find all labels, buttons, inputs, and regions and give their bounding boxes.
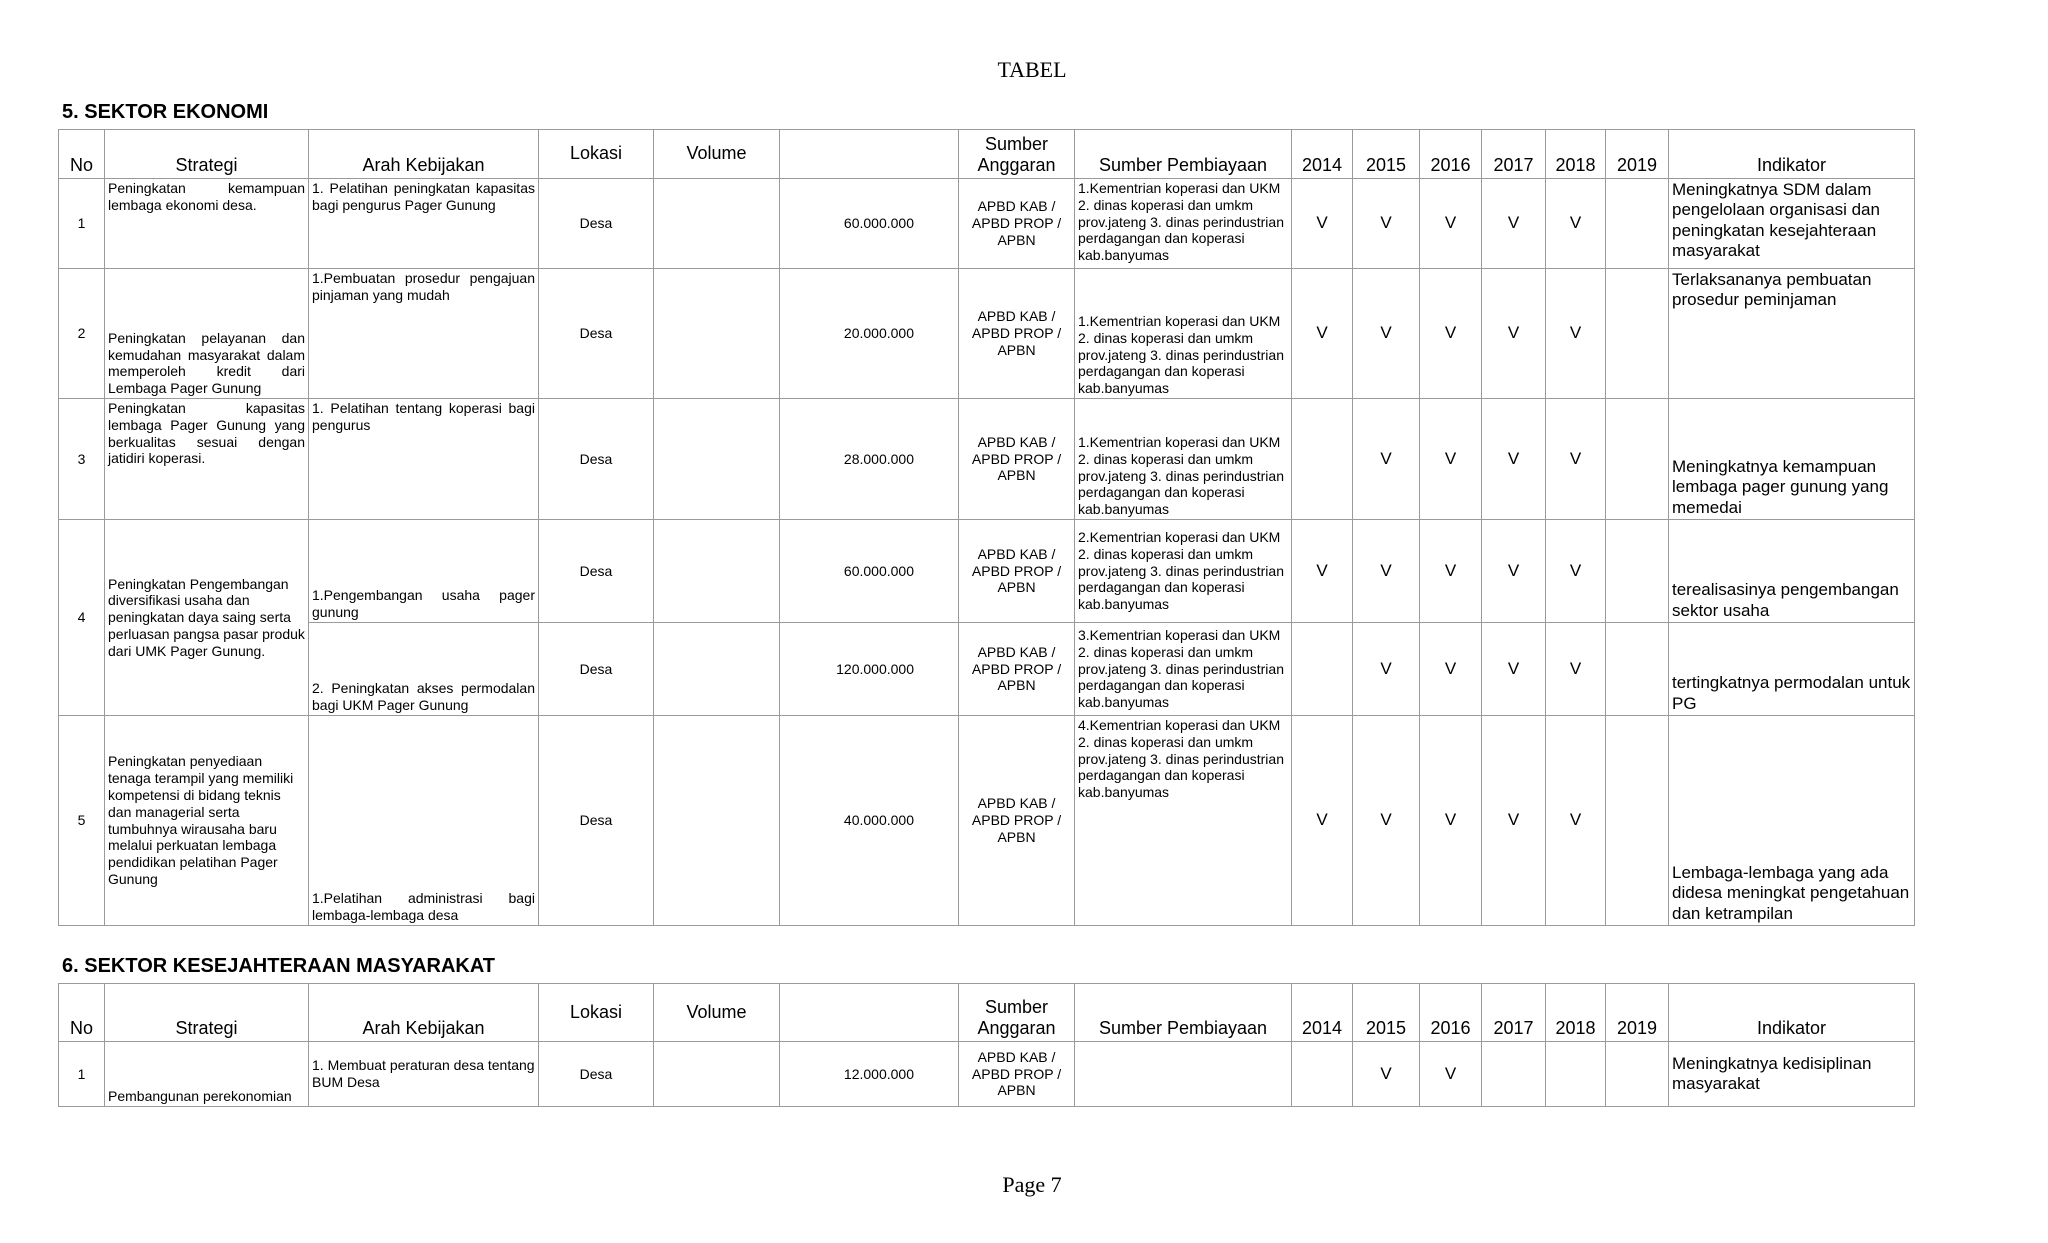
cell-year-check: V: [1420, 520, 1482, 623]
cell-sumber-pembiayaan: 1.Kementrian koperasi dan UKM 2. dinas koperasi dan umkm prov.jateng 3. dinas perindustrian perdagangan dan koperasi kab.banyumas: [1075, 179, 1292, 269]
page-footer: Page 7: [1002, 1172, 1062, 1197]
cell-year-check: V: [1292, 716, 1353, 926]
cell-sumber-anggaran: APBD KAB / APBD PROP / APBN: [959, 399, 1075, 520]
cell-year-check: V: [1420, 269, 1482, 399]
header-year: 2014: [1292, 130, 1353, 179]
cell-lokasi: Desa: [539, 1042, 654, 1107]
header-year: 2015: [1353, 130, 1420, 179]
header-strategi: Strategi: [105, 130, 309, 179]
header-strategi: Strategi: [105, 984, 309, 1042]
header-year: 2018: [1546, 984, 1606, 1042]
table-sektor-kesejahteraan: [58, 983, 1915, 1107]
cell-year-check: [1606, 269, 1669, 399]
cell-strategi: Peningkatan pelayanan dan kemudahan masyarakat dalam memperoleh kredit dari Lembaga Pager Gunung: [105, 269, 309, 399]
cell-year-check: V: [1292, 520, 1353, 623]
header-year: 2016: [1420, 984, 1482, 1042]
header-volume: Volume: [654, 984, 780, 1042]
header-sumber-anggaran: Sumber Anggaran: [959, 984, 1075, 1042]
header-year: 2019: [1606, 130, 1669, 179]
cell-year-check: V: [1420, 1042, 1482, 1107]
header-year: 2016: [1420, 130, 1482, 179]
header-no: No: [59, 984, 105, 1042]
cell-year-check: [1606, 520, 1669, 623]
cell-year-check: V: [1482, 520, 1546, 623]
header-nilai: [780, 984, 959, 1042]
cell-nilai: 120.000.000: [780, 623, 959, 716]
cell-volume: [654, 179, 780, 269]
header-sumber-pembiayaan: Sumber Pembiayaan: [1075, 984, 1292, 1042]
cell-volume: [654, 269, 780, 399]
header-arah-kebijakan: Arah Kebijakan: [309, 984, 539, 1042]
cell-year-check: [1606, 716, 1669, 926]
page-title: TABEL: [997, 57, 1067, 82]
cell-year-check: V: [1546, 623, 1606, 716]
header-year: 2018: [1546, 130, 1606, 179]
cell-arah-kebijakan: 1. Pelatihan tentang koperasi bagi pengurus: [309, 399, 539, 520]
cell-lokasi: Desa: [539, 520, 654, 623]
table-sektor-ekonomi: [58, 129, 1915, 926]
cell-no: 3: [59, 399, 105, 520]
cell-sumber-anggaran: APBD KAB / APBD PROP / APBN: [959, 179, 1075, 269]
cell-volume: [654, 520, 780, 623]
cell-sumber-anggaran: APBD KAB / APBD PROP / APBN: [959, 520, 1075, 623]
cell-year-check: V: [1353, 269, 1420, 399]
header-year: 2017: [1482, 984, 1546, 1042]
cell-year-check: V: [1353, 399, 1420, 520]
cell-strategi: Peningkatan kapasitas lembaga Pager Gunung yang berkualitas sesuai dengan jatidiri koperasi.: [105, 399, 309, 520]
table-row: [59, 399, 1915, 520]
cell-year-check: V: [1546, 716, 1606, 926]
cell-arah-kebijakan: 1.Pengembangan usaha pager gunung: [309, 520, 539, 623]
cell-year-check: V: [1420, 399, 1482, 520]
header-lokasi: Lokasi: [539, 984, 654, 1042]
cell-strategi: Peningkatan Pengembangan diversifikasi usaha dan peningkatan daya saing serta perluasan pangsa pasar produk dari UMK Pager Gunung.: [105, 520, 309, 716]
table-row: [59, 716, 1915, 926]
cell-sumber-pembiayaan: 1.Kementrian koperasi dan UKM 2. dinas koperasi dan umkm prov.jateng 3. dinas perindustrian perdagangan dan koperasi kab.banyumas: [1075, 269, 1292, 399]
cell-lokasi: Desa: [539, 623, 654, 716]
cell-no: 4: [59, 520, 105, 716]
cell-year-check: V: [1353, 179, 1420, 269]
cell-year-check: V: [1292, 269, 1353, 399]
cell-year-check: V: [1482, 179, 1546, 269]
cell-lokasi: Desa: [539, 399, 654, 520]
header-year: 2019: [1606, 984, 1669, 1042]
cell-year-check: [1292, 399, 1353, 520]
cell-indikator: Meningkatnya kedisiplinan masyarakat: [1669, 1042, 1915, 1107]
cell-nilai: 60.000.000: [780, 520, 959, 623]
section-title-ekonomi: 5. SEKTOR EKONOMI: [62, 101, 269, 123]
cell-sumber-pembiayaan: 3.Kementrian koperasi dan UKM 2. dinas koperasi dan umkm prov.jateng 3. dinas perindustrian perdagangan dan koperasi kab.banyumas: [1075, 623, 1292, 716]
header-sumber-pembiayaan: Sumber Pembiayaan: [1075, 130, 1292, 179]
cell-arah-kebijakan: 1. Membuat peraturan desa tentang BUM Desa: [309, 1042, 539, 1107]
cell-year-check: V: [1546, 269, 1606, 399]
cell-year-check: V: [1420, 716, 1482, 926]
table-row: [59, 520, 1915, 623]
section-title-kesejahteraan: 6. SEKTOR KESEJAHTERAAN MASYARAKAT: [62, 955, 496, 977]
cell-sumber-anggaran: APBD KAB / APBD PROP / APBN: [959, 623, 1075, 716]
header-no: No: [59, 130, 105, 179]
table-row: [59, 1042, 1915, 1107]
cell-year-check: V: [1353, 1042, 1420, 1107]
cell-lokasi: Desa: [539, 269, 654, 399]
cell-year-check: V: [1546, 520, 1606, 623]
cell-no: 1: [59, 179, 105, 269]
cell-indikator: terealisasinya pengembangan sektor usaha: [1669, 520, 1915, 623]
table-row: [59, 269, 1915, 399]
cell-sumber-anggaran: APBD KAB / APBD PROP / APBN: [959, 269, 1075, 399]
cell-year-check: [1546, 1042, 1606, 1107]
cell-sumber-anggaran: APBD KAB / APBD PROP / APBN: [959, 1042, 1075, 1107]
header-year: 2015: [1353, 984, 1420, 1042]
cell-year-check: [1606, 1042, 1669, 1107]
cell-sumber-pembiayaan: 4.Kementrian koperasi dan UKM 2. dinas koperasi dan umkm prov.jateng 3. dinas perindustrian perdagangan dan koperasi kab.banyumas: [1075, 716, 1292, 926]
cell-year-check: [1292, 623, 1353, 716]
cell-year-check: V: [1482, 716, 1546, 926]
cell-nilai: 28.000.000: [780, 399, 959, 520]
cell-year-check: V: [1482, 623, 1546, 716]
table-header-row: [59, 130, 1915, 179]
cell-no: 5: [59, 716, 105, 926]
cell-volume: [654, 623, 780, 716]
cell-year-check: [1606, 179, 1669, 269]
cell-sumber-pembiayaan: 1.Kementrian koperasi dan UKM 2. dinas koperasi dan umkm prov.jateng 3. dinas perindustrian perdagangan dan koperasi kab.banyumas: [1075, 399, 1292, 520]
cell-nilai: 40.000.000: [780, 716, 959, 926]
cell-indikator: tertingkatnya permodalan untuk PG: [1669, 623, 1915, 716]
cell-indikator: Meningkatnya SDM dalam pengelolaan organisasi dan peningkatan kesejahteraan masyarakat: [1669, 179, 1915, 269]
cell-sumber-pembiayaan: [1075, 1042, 1292, 1107]
cell-strategi: Pembangunan perekonomian: [105, 1042, 309, 1107]
header-sumber-anggaran: Sumber Anggaran: [959, 130, 1075, 179]
cell-nilai: 20.000.000: [780, 269, 959, 399]
cell-year-check: V: [1420, 179, 1482, 269]
cell-year-check: V: [1353, 623, 1420, 716]
cell-year-check: [1606, 399, 1669, 520]
cell-arah-kebijakan: 2. Peningkatan akses permodalan bagi UKM Pager Gunung: [309, 623, 539, 716]
cell-year-check: V: [1353, 520, 1420, 623]
cell-strategi: Peningkatan kemampuan lembaga ekonomi desa.: [105, 179, 309, 269]
header-nilai: [780, 130, 959, 179]
cell-indikator: Terlaksananya pembuatan prosedur peminjaman: [1669, 269, 1915, 399]
cell-sumber-pembiayaan: 2.Kementrian koperasi dan UKM 2. dinas koperasi dan umkm prov.jateng 3. dinas perindustrian perdagangan dan koperasi kab.banyumas: [1075, 520, 1292, 623]
cell-arah-kebijakan: 1.Pembuatan prosedur pengajuan pinjaman yang mudah: [309, 269, 539, 399]
cell-volume: [654, 716, 780, 926]
cell-year-check: V: [1420, 623, 1482, 716]
cell-year-check: V: [1292, 179, 1353, 269]
header-year: 2017: [1482, 130, 1546, 179]
cell-year-check: [1292, 1042, 1353, 1107]
cell-indikator: Meningkatnya kemampuan lembaga pager gunung yang memedai: [1669, 399, 1915, 520]
cell-no: 1: [59, 1042, 105, 1107]
cell-nilai: 60.000.000: [780, 179, 959, 269]
cell-arah-kebijakan: 1. Pelatihan peningkatan kapasitas bagi pengurus Pager Gunung: [309, 179, 539, 269]
table-row: [59, 623, 1915, 716]
header-arah-kebijakan: Arah Kebijakan: [309, 130, 539, 179]
cell-nilai: 12.000.000: [780, 1042, 959, 1107]
cell-year-check: V: [1353, 716, 1420, 926]
cell-year-check: [1482, 1042, 1546, 1107]
header-volume: Volume: [654, 130, 780, 179]
cell-year-check: [1606, 623, 1669, 716]
cell-indikator: Lembaga-lembaga yang ada didesa meningkat pengetahuan dan ketrampilan: [1669, 716, 1915, 926]
header-year: 2014: [1292, 984, 1353, 1042]
cell-year-check: V: [1546, 179, 1606, 269]
cell-lokasi: Desa: [539, 716, 654, 926]
cell-strategi: Peningkatan penyediaan tenaga terampil yang memiliki kompetensi di bidang teknis dan managerial serta tumbuhnya wirausaha baru melalui perkuatan lembaga pendidikan pelatihan Pager Gunung: [105, 716, 309, 926]
cell-year-check: V: [1482, 269, 1546, 399]
header-indikator: Indikator: [1669, 984, 1915, 1042]
cell-arah-kebijakan: 1.Pelatihan administrasi bagi lembaga-lembaga desa: [309, 716, 539, 926]
cell-volume: [654, 399, 780, 520]
cell-year-check: V: [1482, 399, 1546, 520]
cell-no: 2: [59, 269, 105, 399]
cell-volume: [654, 1042, 780, 1107]
cell-sumber-anggaran: APBD KAB / APBD PROP / APBN: [959, 716, 1075, 926]
cell-lokasi: Desa: [539, 179, 654, 269]
cell-year-check: V: [1546, 399, 1606, 520]
table-row: [59, 179, 1915, 269]
header-indikator: Indikator: [1669, 130, 1915, 179]
table-header-row: [59, 984, 1915, 1042]
header-lokasi: Lokasi: [539, 130, 654, 179]
